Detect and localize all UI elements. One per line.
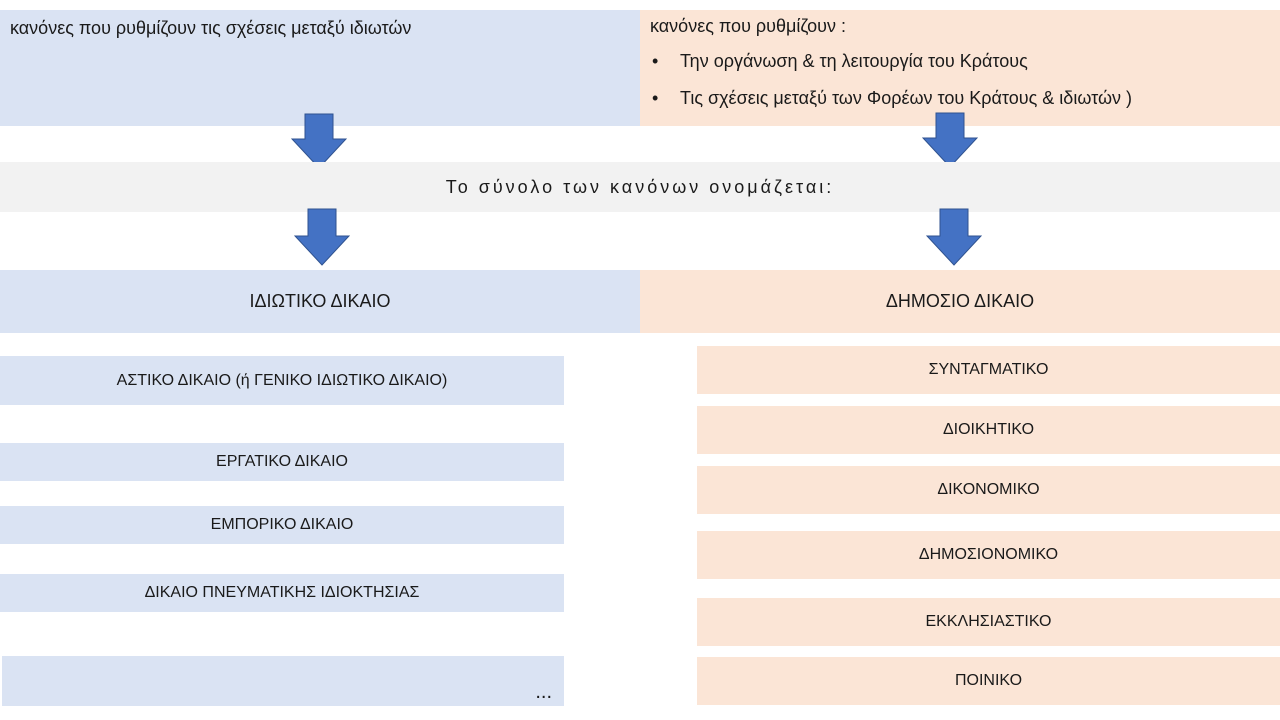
naming-bar	[0, 162, 1280, 212]
private-rules-box	[0, 10, 640, 126]
down-arrow-icon	[294, 208, 350, 266]
private-law-item: ΑΣΤΙΚΟ ΔΙΚΑΙΟ (ή ΓΕΝΙΚΟ ΙΔΙΩΤΙΚΟ ΔΙΚΑΙΟ)	[0, 356, 564, 405]
public-rules-bullet: • Τις σχέσεις μεταξύ των Φορέων του Κράτους & ιδιωτών )	[650, 87, 1132, 124]
private-law-more-item	[2, 656, 564, 706]
down-arrow-icon	[922, 112, 978, 168]
public-rules-box	[640, 10, 1280, 126]
public-law-item: ΔΗΜΟΣΙΟΝΟΜΙΚΟ	[697, 531, 1280, 579]
naming-text: Το σύνολο των κανόνων ονομάζεται:	[445, 176, 835, 197]
public-law-header	[640, 270, 1280, 333]
public-rules-title: κανόνες που ρυθμίζουν :	[650, 16, 846, 36]
public-law-item: ΔΙΚΟΝΟΜΙΚΟ	[697, 466, 1280, 514]
private-law-header	[0, 270, 640, 333]
public-rules-list	[650, 50, 1132, 124]
private-law-item: ΕΜΠΟΡΙΚΟ ΔΙΚΑΙΟ	[0, 506, 564, 544]
ellipsis-text: ...	[535, 681, 552, 703]
public-law-item: ΠΟΙΝΙΚΟ	[697, 657, 1280, 705]
private-rules-text: κανόνες που ρυθμίζουν τις σχέσεις μεταξύ ιδιωτών	[10, 18, 412, 38]
private-law-title: ΙΔΙΩΤΙΚΟ ΔΙΚΑΙΟ	[249, 291, 391, 311]
public-law-title: ΔΗΜΟΣΙΟ ΔΙΚΑΙΟ	[885, 291, 1035, 311]
public-law-item: ΔΙΟΙΚΗΤΙΚΟ	[697, 406, 1280, 454]
private-law-item: ΕΡΓΑΤΙΚΟ ΔΙΚΑΙΟ	[0, 443, 564, 481]
public-law-item: ΣΥΝΤΑΓΜΑΤΙΚΟ	[697, 346, 1280, 394]
private-law-item: ΔΙΚΑΙΟ ΠΝΕΥΜΑΤΙΚΗΣ ΙΔΙΟΚΤΗΣΙΑΣ	[0, 574, 564, 612]
down-arrow-icon	[291, 113, 347, 169]
down-arrow-icon	[926, 208, 982, 266]
public-rules-bullet: • Την οργάνωση & τη λειτουργία του Κράτους	[650, 50, 1132, 87]
public-law-item: ΕΚΚΛΗΣΙΑΣΤΙΚΟ	[697, 598, 1280, 646]
